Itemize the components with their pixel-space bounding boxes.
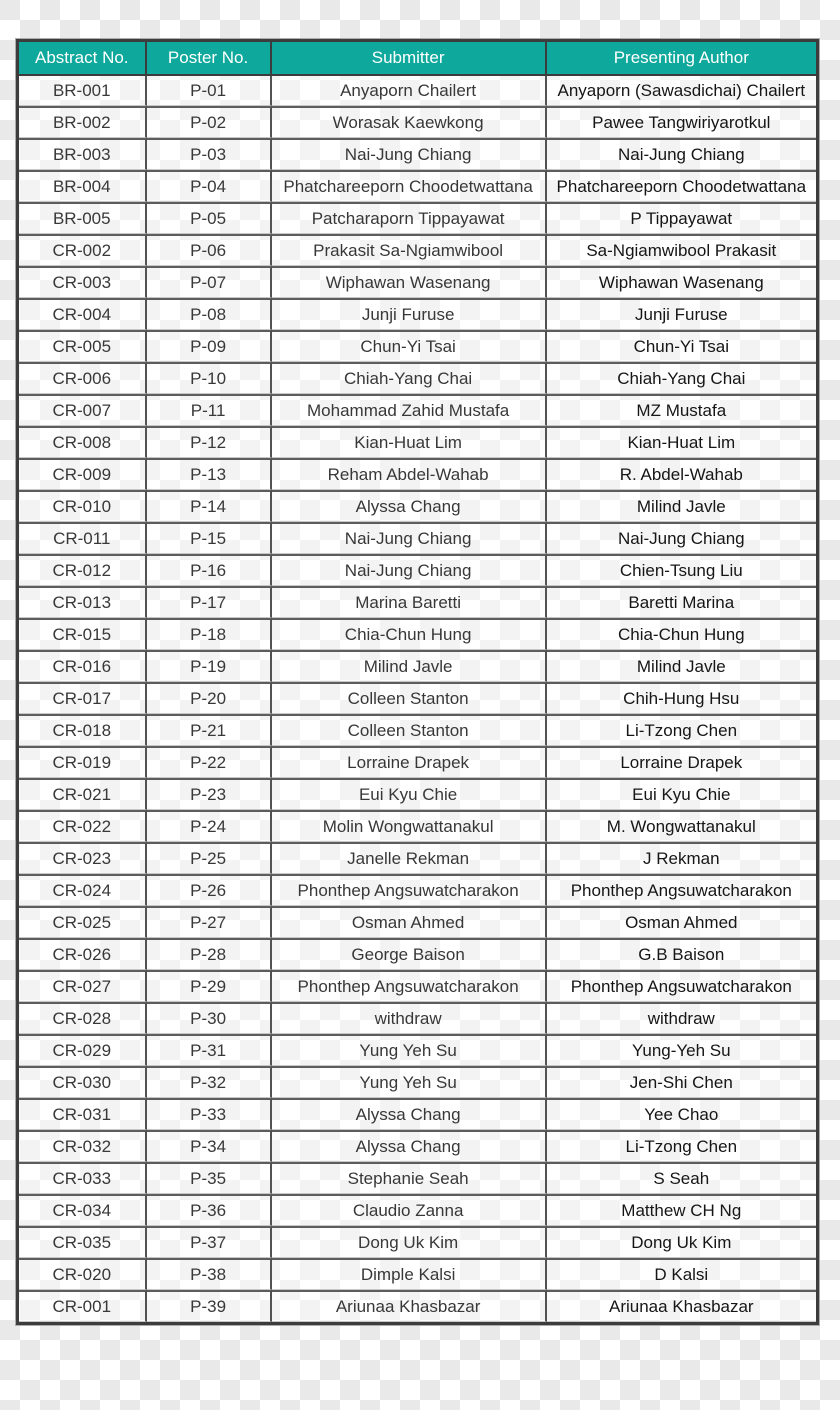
submitter-cell: Nai-Jung Chiang [272,554,547,586]
abstract-no-cell: CR-025 [19,906,147,938]
abstract-no-cell: CR-022 [19,810,147,842]
poster-no-cell: P-24 [147,810,272,842]
poster-no-cell: P-04 [147,170,272,202]
submitter-cell: Mohammad Zahid Mustafa [272,394,547,426]
poster-no-cell: P-17 [147,586,272,618]
submitter-cell: Phonthep Angsuwatcharakon [272,970,547,1002]
poster-no-cell: P-03 [147,138,272,170]
presenting-author-cell: Milind Javle [547,650,816,682]
presenting-author-cell: Chiah-Yang Chai [547,362,816,394]
presenting-author-cell: Osman Ahmed [547,906,816,938]
presenting-author-cell: Milind Javle [547,490,816,522]
poster-no-cell: P-39 [147,1290,272,1322]
presenting-author-cell: Nai-Jung Chiang [547,138,816,170]
submitter-cell: Ariunaa Khasbazar [272,1290,547,1322]
presenting-author-cell: Chia-Chun Hung [547,618,816,650]
table-row [19,1226,816,1258]
abstract-no-cell: BR-003 [19,138,147,170]
abstract-no-cell: CR-034 [19,1194,147,1226]
submitter-cell: Dimple Kalsi [272,1258,547,1290]
submitter-cell: Phatchareeporn Choodetwattana [272,170,547,202]
col-header-abstract-no: Abstract No. [19,42,147,76]
poster-no-cell: P-26 [147,874,272,906]
table-row [19,1290,816,1322]
abstract-no-cell: CR-032 [19,1130,147,1162]
poster-no-cell: P-34 [147,1130,272,1162]
presenting-author-cell: Chih-Hung Hsu [547,682,816,714]
submitter-cell: Eui Kyu Chie [272,778,547,810]
table-row [19,522,816,554]
table-row [19,1002,816,1034]
abstract-no-cell: CR-020 [19,1258,147,1290]
abstract-no-cell: CR-001 [19,1290,147,1322]
table-row [19,138,816,170]
submitter-cell: Milind Javle [272,650,547,682]
abstract-no-cell: CR-015 [19,618,147,650]
table-row [19,266,816,298]
poster-no-cell: P-31 [147,1034,272,1066]
poster-no-cell: P-32 [147,1066,272,1098]
table-row [19,810,816,842]
poster-no-cell: P-29 [147,970,272,1002]
presenting-author-cell: Sa-Ngiamwibool Prakasit [547,234,816,266]
presenting-author-cell: Nai-Jung Chiang [547,522,816,554]
table-row [19,714,816,746]
table-row [19,1034,816,1066]
presenting-author-cell: Jen-Shi Chen [547,1066,816,1098]
presenting-author-cell: Phonthep Angsuwatcharakon [547,970,816,1002]
table-row [19,874,816,906]
presenting-author-cell: Phonthep Angsuwatcharakon [547,874,816,906]
abstract-no-cell: CR-029 [19,1034,147,1066]
table-row [19,1258,816,1290]
poster-no-cell: P-01 [147,76,272,106]
table-row [19,1066,816,1098]
presenting-author-cell: MZ Mustafa [547,394,816,426]
presenting-author-cell: M. Wongwattanakul [547,810,816,842]
abstract-no-cell: CR-027 [19,970,147,1002]
presenting-author-cell: G.B Baison [547,938,816,970]
poster-no-cell: P-18 [147,618,272,650]
presenting-author-cell: Junji Furuse [547,298,816,330]
table-row [19,842,816,874]
abstract-no-cell: CR-003 [19,266,147,298]
col-header-poster-no: Poster No. [147,42,272,76]
abstract-no-cell: CR-018 [19,714,147,746]
poster-no-cell: P-19 [147,650,272,682]
presenting-author-cell: Wiphawan Wasenang [547,266,816,298]
poster-no-cell: P-11 [147,394,272,426]
abstract-no-cell: CR-008 [19,426,147,458]
presenting-author-cell: Anyaporn (Sawasdichai) Chailert [547,76,816,106]
abstract-no-cell: CR-021 [19,778,147,810]
poster-no-cell: P-28 [147,938,272,970]
abstract-no-cell: CR-010 [19,490,147,522]
submitter-cell: Kian-Huat Lim [272,426,547,458]
presenting-author-cell: Phatchareeporn Choodetwattana [547,170,816,202]
presenting-author-cell: S Seah [547,1162,816,1194]
poster-assignments-table [16,39,819,1325]
abstract-no-cell: CR-007 [19,394,147,426]
table-row [19,394,816,426]
table-row [19,682,816,714]
presenting-author-cell: Yung-Yeh Su [547,1034,816,1066]
table-row [19,746,816,778]
abstract-no-cell: CR-023 [19,842,147,874]
submitter-cell: Alyssa Chang [272,1098,547,1130]
poster-no-cell: P-37 [147,1226,272,1258]
abstract-no-cell: CR-017 [19,682,147,714]
poster-no-cell: P-15 [147,522,272,554]
submitter-cell: George Baison [272,938,547,970]
submitter-cell: Janelle Rekman [272,842,547,874]
presenting-author-cell: Ariunaa Khasbazar [547,1290,816,1322]
poster-no-cell: P-20 [147,682,272,714]
table-row [19,298,816,330]
poster-no-cell: P-07 [147,266,272,298]
presenting-author-cell: P Tippayawat [547,202,816,234]
table-row [19,1130,816,1162]
submitter-cell: Chiah-Yang Chai [272,362,547,394]
submitter-cell: Alyssa Chang [272,490,547,522]
poster-no-cell: P-06 [147,234,272,266]
submitter-cell: Marina Baretti [272,586,547,618]
poster-no-cell: P-30 [147,1002,272,1034]
header-row [19,42,816,76]
presenting-author-cell: Li-Tzong Chen [547,1130,816,1162]
abstract-no-cell: CR-013 [19,586,147,618]
table-row [19,586,816,618]
submitter-cell: Yung Yeh Su [272,1034,547,1066]
table-row [19,554,816,586]
abstract-no-cell: CR-005 [19,330,147,362]
presenting-author-cell: Dong Uk Kim [547,1226,816,1258]
abstract-no-cell: CR-004 [19,298,147,330]
table-row [19,1098,816,1130]
submitter-cell: Lorraine Drapek [272,746,547,778]
submitter-cell: Osman Ahmed [272,906,547,938]
submitter-cell: Claudio Zanna [272,1194,547,1226]
table-row [19,906,816,938]
poster-no-cell: P-25 [147,842,272,874]
poster-no-cell: P-16 [147,554,272,586]
table-row [19,778,816,810]
presenting-author-cell: withdraw [547,1002,816,1034]
submitter-cell: Yung Yeh Su [272,1066,547,1098]
presenting-author-cell: Baretti Marina [547,586,816,618]
poster-no-cell: P-33 [147,1098,272,1130]
table-row [19,970,816,1002]
poster-no-cell: P-02 [147,106,272,138]
poster-no-cell: P-05 [147,202,272,234]
submitter-cell: Colleen Stanton [272,682,547,714]
table-row [19,938,816,970]
poster-no-cell: P-38 [147,1258,272,1290]
submitter-cell: Patcharaporn Tippayawat [272,202,547,234]
abstract-no-cell: CR-006 [19,362,147,394]
presenting-author-cell: Chien-Tsung Liu [547,554,816,586]
abstract-no-cell: CR-011 [19,522,147,554]
submitter-cell: Junji Furuse [272,298,547,330]
abstract-no-cell: CR-019 [19,746,147,778]
table-row [19,458,816,490]
table-row [19,426,816,458]
presenting-author-cell: Lorraine Drapek [547,746,816,778]
abstract-no-cell: CR-024 [19,874,147,906]
abstract-no-cell: CR-026 [19,938,147,970]
presenting-author-cell: Eui Kyu Chie [547,778,816,810]
abstract-no-cell: CR-033 [19,1162,147,1194]
submitter-cell: Nai-Jung Chiang [272,138,547,170]
submitter-cell: Nai-Jung Chiang [272,522,547,554]
abstract-no-cell: CR-031 [19,1098,147,1130]
table-row [19,170,816,202]
table-row [19,234,816,266]
poster-table-container [16,39,819,1325]
submitter-cell: Stephanie Seah [272,1162,547,1194]
abstract-no-cell: CR-028 [19,1002,147,1034]
presenting-author-cell: R. Abdel-Wahab [547,458,816,490]
table-row [19,106,816,138]
poster-no-cell: P-22 [147,746,272,778]
submitter-cell: Colleen Stanton [272,714,547,746]
poster-no-cell: P-09 [147,330,272,362]
presenting-author-cell: Chun-Yi Tsai [547,330,816,362]
submitter-cell: Chia-Chun Hung [272,618,547,650]
abstract-no-cell: BR-004 [19,170,147,202]
submitter-cell: Prakasit Sa-Ngiamwibool [272,234,547,266]
abstract-no-cell: CR-035 [19,1226,147,1258]
poster-no-cell: P-10 [147,362,272,394]
table-row [19,650,816,682]
poster-no-cell: P-08 [147,298,272,330]
abstract-no-cell: CR-012 [19,554,147,586]
submitter-cell: Alyssa Chang [272,1130,547,1162]
submitter-cell: Chun-Yi Tsai [272,330,547,362]
abstract-no-cell: CR-030 [19,1066,147,1098]
poster-no-cell: P-36 [147,1194,272,1226]
table-row [19,76,816,106]
abstract-no-cell: BR-002 [19,106,147,138]
presenting-author-cell: D Kalsi [547,1258,816,1290]
abstract-no-cell: BR-005 [19,202,147,234]
submitter-cell: Anyaporn Chailert [272,76,547,106]
col-header-submitter: Submitter [272,42,547,76]
submitter-cell: Wiphawan Wasenang [272,266,547,298]
abstract-no-cell: CR-009 [19,458,147,490]
presenting-author-cell: J Rekman [547,842,816,874]
poster-no-cell: P-13 [147,458,272,490]
table-row [19,1194,816,1226]
table-row [19,202,816,234]
poster-no-cell: P-14 [147,490,272,522]
presenting-author-cell: Yee Chao [547,1098,816,1130]
poster-no-cell: P-35 [147,1162,272,1194]
table-body [19,76,816,1322]
submitter-cell: withdraw [272,1002,547,1034]
submitter-cell: Phonthep Angsuwatcharakon [272,874,547,906]
poster-no-cell: P-27 [147,906,272,938]
presenting-author-cell: Pawee Tangwiriyarotkul [547,106,816,138]
presenting-author-cell: Matthew CH Ng [547,1194,816,1226]
submitter-cell: Worasak Kaewkong [272,106,547,138]
submitter-cell: Molin Wongwattanakul [272,810,547,842]
poster-no-cell: P-12 [147,426,272,458]
submitter-cell: Reham Abdel-Wahab [272,458,547,490]
abstract-no-cell: CR-002 [19,234,147,266]
abstract-no-cell: CR-016 [19,650,147,682]
abstract-no-cell: BR-001 [19,76,147,106]
table-row [19,362,816,394]
poster-no-cell: P-23 [147,778,272,810]
col-header-presenting-author: Presenting Author [547,42,816,76]
table-row [19,1162,816,1194]
submitter-cell: Dong Uk Kim [272,1226,547,1258]
presenting-author-cell: Li-Tzong Chen [547,714,816,746]
table-row [19,490,816,522]
table-row [19,330,816,362]
table-row [19,618,816,650]
presenting-author-cell: Kian-Huat Lim [547,426,816,458]
poster-no-cell: P-21 [147,714,272,746]
